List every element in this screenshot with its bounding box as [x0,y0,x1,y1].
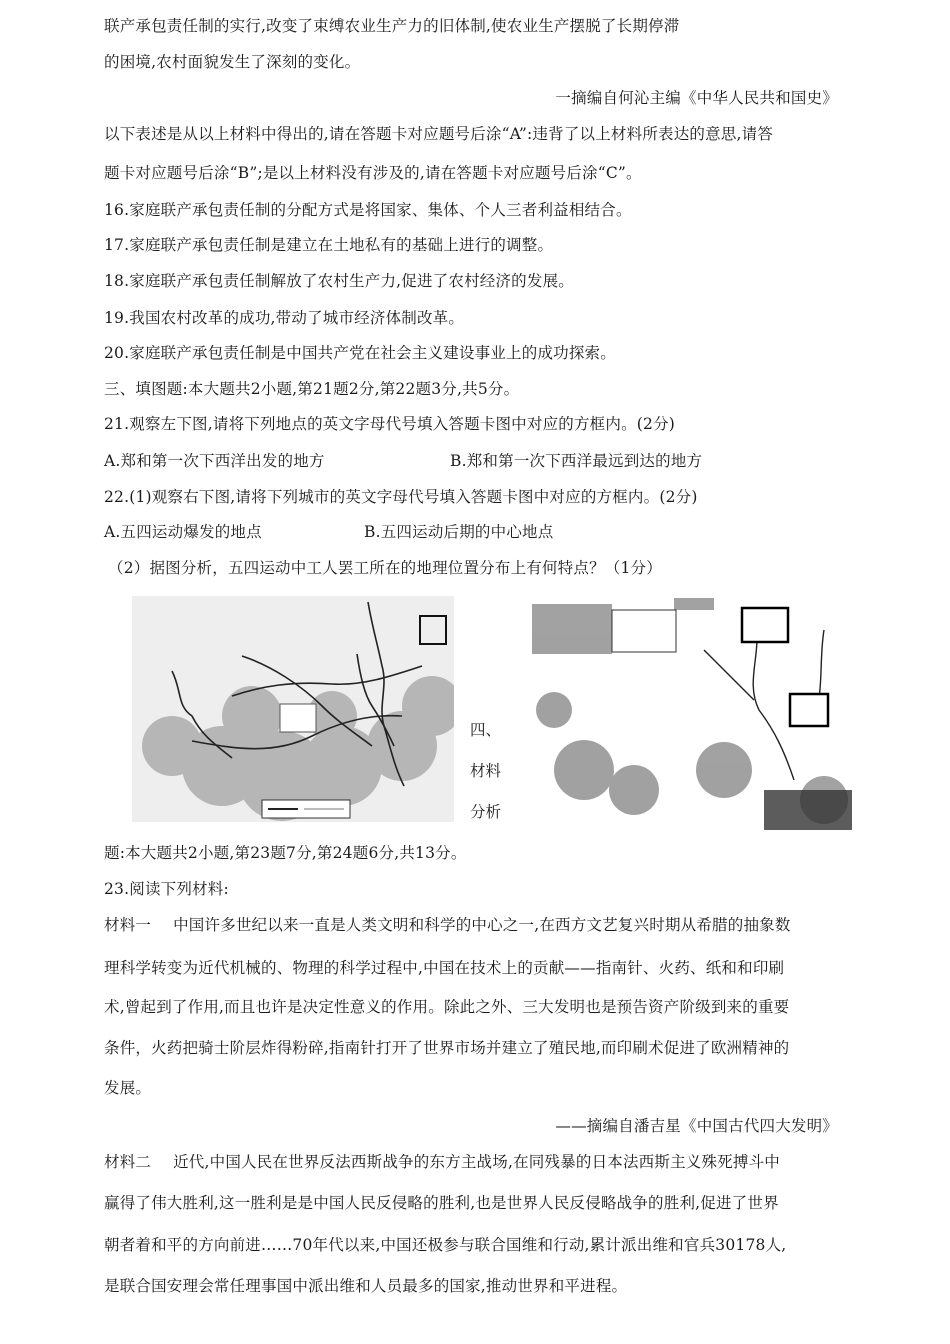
material-1-line-2: 理科学转变为近代机械的、物理的科学过程中,中国在技术上的贡献——指南针、火药、纸和和印刷 [104,959,785,977]
question-17: 17.家庭联产承包责任制是建立在土地私有的基础上进行的调整。 [104,236,554,254]
section-3-heading: 三、填图题:本大题共2小题,第21题2分,第22题3分,共5分。 [104,380,520,398]
material-1-line-5: 发展。 [104,1079,152,1097]
material-1-line-1 [104,915,791,935]
question-22-part2: （2）据图分析，五四运动中工人罢工所在的地理位置分布上有何特点？（1分） [108,559,662,577]
material-2-line-1 [104,1152,780,1172]
question-22-options [104,522,553,542]
material-1-label: 材料一 [104,916,152,934]
source-citation-2: ——摘编自潘吉星《中国古代四大发明》 [555,1117,838,1135]
zheng-he-voyage-map [132,596,454,822]
question-20: 20.家庭联产承包责任制是中国共产党在社会主义建设事业上的成功探索。 [104,344,616,362]
line-2: 的困境,农村面貌发生了深刻的变化。 [104,53,361,71]
line-1: 联产承包责任制的实行,改变了束缚农业生产力的旧体制,使农业生产摆脱了长期停滞 [104,17,680,35]
material-2-line-2: 赢得了伟大胜利,这一胜利是是中国人民反侵略的胜利,也是世界人民反侵略战争的胜利,促进了世界 [104,1194,779,1212]
material-2-label: 材料二 [104,1153,152,1171]
option-22a: A.五四运动爆发的地点 [104,523,262,541]
section-4-vertical-3: 分析 [470,803,502,821]
question-23: 23.阅读下列材料: [104,880,229,898]
question-22: 22.(1)观察右下图,请将下列城市的英文字母代号填入答题卡图中对应的方框内。(2分) [104,488,698,506]
material-1-text: 中国许多世纪以来一直是人类文明和科学的中心之一,在西方文艺复兴时期从希腊的抽象数 [173,916,791,934]
question-19: 19.我国农村改革的成功,带动了城市经济体制改革。 [104,309,465,327]
material-2-line-4: 是联合国安理会常任理事国中派出维和人员最多的国家,推动世界和平进程。 [104,1277,628,1295]
question-18: 18.家庭联产承包责任制解放了农村生产力,促进了农村经济的发展。 [104,272,574,290]
option-22b: B.五四运动后期的中心地点 [364,523,554,541]
instruction-line-2: 题卡对应题号后涂“B”;是以上材料没有涉及的,请在答题卡对应题号后涂“C”。 [104,164,642,182]
section-4-vertical-2: 材料 [470,762,502,780]
option-21a: A.郑和第一次下西洋出发的地方 [104,452,325,470]
section-4-heading: 题:本大题共2小题,第23题7分,第24题6分,共13分。 [104,844,467,862]
question-21-options [104,451,702,471]
material-2-line-3: 朝者着和平的方向前进……70年代以来,中国还极参与联合国维和行动,累计派出维和官兵30178人, [104,1236,787,1254]
question-21: 21.观察左下图,请将下列地点的英文字母代号填入答题卡图中对应的方框内。(2分) [104,415,676,433]
source-citation-1: 一摘编自何沁主编《中华人民共和国史》 [555,89,838,107]
instruction-line-1: 以下表述是从以上材料中得出的,请在答题卡对应题号后涂“A”:违背了以上材料所表达的意思,请答 [104,125,774,143]
section-4-vertical-1: 四、 [470,721,502,739]
material-1-line-4: 条件，火药把骑士阶层炸得粉碎,指南针打开了世界市场并建立了殖民地,而印刷术促进了欧洲精神的 [104,1039,790,1057]
may-fourth-movement-map [524,590,854,832]
material-1-line-3: 术,曾起到了作用,而且也许是决定性意义的作用。除此之外、三大发明也是预告资产阶级到来的重要 [104,998,790,1016]
question-16: 16.家庭联产承包责任制的分配方式是将国家、集体、个人三者利益相结合。 [104,201,632,219]
material-2-text: 近代,中国人民在世界反法西斯战争的东方主战场,在同残暴的日本法西斯主义殊死搏斗中 [173,1153,780,1171]
option-21b: B.郑和第一次下西洋最远到达的地方 [450,452,703,470]
